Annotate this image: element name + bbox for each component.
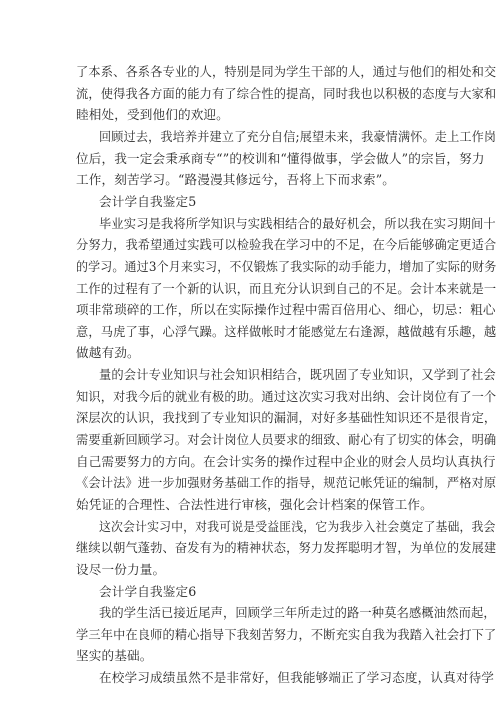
- text-line: 学三年中在良师的精心指导下我刻苦努力，不断充实自我为我踏入社会打下了: [76, 627, 497, 642]
- text-line: 《会计法》进一步加强财务基础工作的指导，规范记帐凭证的编制，严格对原: [76, 475, 497, 490]
- text-line: 继续以朝气蓬勃、奋发有为的精神状态，努力发挥聪明才智，为单位的发展建: [76, 540, 497, 555]
- text-line: 需要重新回顾学习。对会计岗位人员要求的细致、耐心有了切实的体会，明确: [76, 432, 497, 447]
- text-line: 做越有劲。: [76, 345, 140, 360]
- text-line: 了本系、各系各专业的人，特别是同为学生干部的人，通过与他们的相处和交: [76, 64, 497, 79]
- text-line: 分努力，我希望通过实践可以检验我在学习中的不足，在今后能够确定更适合: [76, 237, 497, 252]
- text-line: 流，使得我各方面的能力有了综合性的提高，同时我也以积极的态度与大家和: [76, 86, 497, 101]
- text-line: 设尽一份力量。: [76, 562, 166, 577]
- text-line: 我的学生活已接近尾声，回顾学三年所走过的路一种莫名感概油然而起，: [99, 605, 496, 620]
- text-line: 的学习。通过3个月来实习，不仅锻炼了我实际的动手能力，增加了实际的财务: [76, 259, 497, 274]
- text-line: 量的会计专业知识与社会知识相结合，既巩固了专业知识，又学到了社会: [99, 367, 496, 382]
- text-line: 工作的过程有了一个新的认识，而且充分认识到自己的不足。会计本来就是一: [76, 281, 497, 296]
- text-line: 意，马虎了事，心浮气躁。这样做帐时才能感觉左右逢源，越做越有乐趣，越: [76, 324, 497, 339]
- text-line: 知识，对我今后的就业有极的助。通过这次实习我对出纳、会计岗位有了一个: [76, 389, 497, 404]
- text-line: 在校学习成绩虽然不是非常好，但我能够端正了学习态度，认真对待学: [99, 670, 495, 685]
- text-line: 项非常琐碎的工作，所以在实际操作过程中需百倍用心、细心，切忌：粗心: [76, 302, 496, 317]
- text-line: 睦相处，受到他们的欢迎。: [76, 107, 229, 122]
- text-line: 工作，刻苦学习。“路漫漫其修远兮，吾将上下而求索”。: [76, 172, 396, 187]
- text-line: 回顾过去，我培养并建立了充分自信;展望未来，我豪情满怀。走上工作岗: [99, 129, 497, 144]
- text-line: 位后，我一定会秉承商专“”的校训和“懂得做事，学会做人”的宗旨，努力: [76, 151, 485, 166]
- text-line: 深层次的认识，我找到了专业知识的漏洞，对好多基础性知识还不是很肯定，: [76, 410, 497, 425]
- section-heading: 会计学自我鉴定5: [99, 194, 197, 209]
- text-line: 这次会计实习中，对我可说是受益匪浅，它为我步入社会奠定了基础，我会: [99, 519, 496, 534]
- text-line: 坚实的基础。: [76, 648, 153, 663]
- section-heading: 会计学自我鉴定6: [99, 584, 197, 599]
- text-line: 始凭证的合理性、合法性进行审核，强化会计档案的保管工作。: [76, 497, 433, 512]
- text-line: 毕业实习是我将所学知识与实践相结合的最好机会，所以我在实习期间十: [99, 216, 496, 231]
- text-line: 自己需要努力的方向。在会计实务的操作过程中企业的财会人员均认真执行: [76, 454, 496, 469]
